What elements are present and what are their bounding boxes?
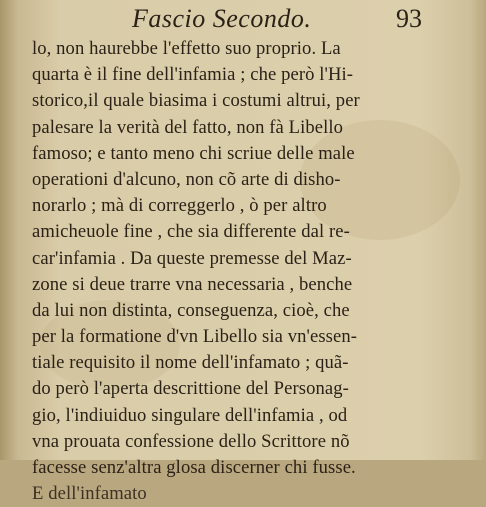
text-line: car'infamia . Da queste premesse del Maz- <box>32 247 352 269</box>
text-line-cut-off: E dell'infamato <box>32 483 147 505</box>
text-line: famoso; e tanto meno chi scriue delle male <box>32 142 355 164</box>
text-line: do però l'aperta descrittione del Personag- <box>32 378 349 400</box>
text-line: tiale requisito il nome dell'infamato ; quã- <box>32 352 349 374</box>
text-line: amicheuole fine , che sia differente dal re- <box>32 221 350 243</box>
running-title: Fascio Secondo. <box>132 4 312 33</box>
text-line: storico,il quale biasima i costumi altrui, per <box>32 90 360 112</box>
text-line: facesse senz'altra glosa discerner chi fusse. <box>32 457 356 478</box>
page-number: 93 <box>396 4 422 33</box>
body-text <box>32 36 478 505</box>
text-line: da lui non distinta, conseguenza, cioè, che <box>32 299 350 321</box>
text-line: palesare la verità del fatto, non fà Libello <box>32 116 344 138</box>
text-line: norarlo ; mà di correggerlo , ò per altro <box>32 195 327 217</box>
page-header <box>0 2 486 36</box>
text-line: quarta è il fine dell'infamia ; che però l'Hi- <box>32 64 354 86</box>
text-line: vna prouata confessione dello Scrittore nõ <box>32 430 350 452</box>
text-line: per la formatione d'vn Libello sia vn'essen- <box>32 326 358 348</box>
text-line: operationi d'alcuno, non cõ arte di disho- <box>32 168 341 190</box>
text-line: lo, non haurebbe l'effetto suo proprio. La <box>32 38 341 59</box>
text-line: gio, l'indiuiduo singulare dell'infamia , od <box>32 404 348 426</box>
text-line: zone si deue trarre vna necessaria , benche <box>32 273 353 295</box>
